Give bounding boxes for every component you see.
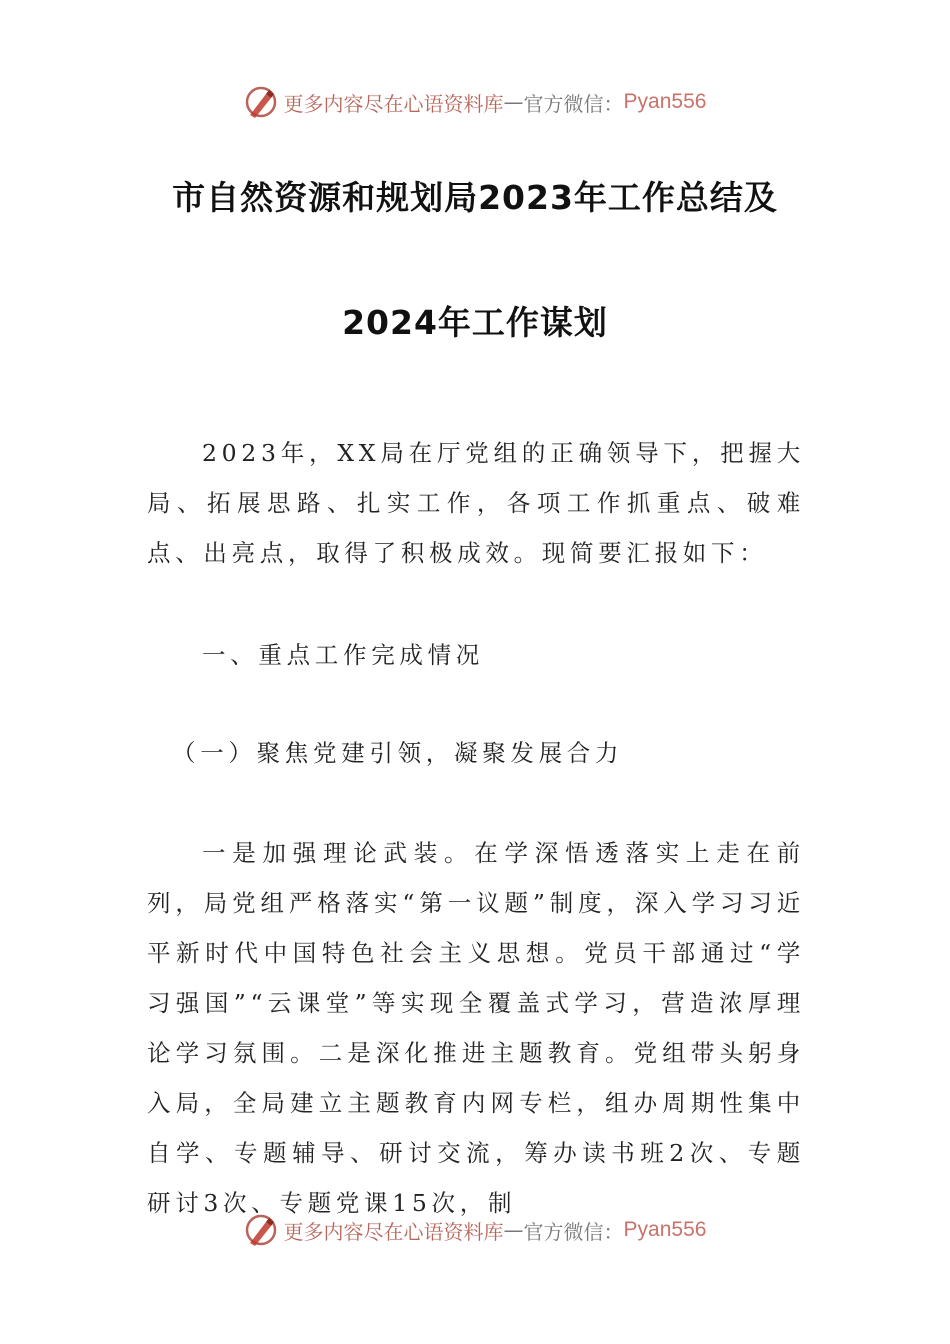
pen-nib-circle-icon (244, 85, 278, 119)
header-banner (0, 82, 950, 122)
banner-wechat-id: Pyan556 (623, 90, 707, 113)
document-title-line2: 2024年工作谋划 (342, 303, 608, 342)
footer-banner-wechat-id: Pyan556 (623, 1218, 707, 1241)
banner-text: 更多内容尽在心语资料库 (283, 91, 504, 116)
banner-dash: — (503, 90, 524, 114)
subsection-heading: （一）聚焦党建引领，凝聚发展合力 (172, 739, 624, 767)
pen-nib-circle-icon (244, 1213, 278, 1247)
banner-tail: 官方微信： (523, 91, 624, 116)
intro-paragraph: 2023年，XX局在厅党组的正确领导下，把握大局、拓展思路、扎实工作，各项工作抓重点、破难点、出亮点，取得了积极成效。现简要汇报如下： (147, 439, 805, 567)
section-heading: 一、重点工作完成情况 (202, 641, 484, 669)
body-paragraph: 一是加强理论武装。在学深悟透落实上走在前列，局党组严格落实“第一议题”制度，深入学习习近平新时代中国特色社会主义思想。党员干部通过“学习强国”“云课堂”等实现全覆盖式学习，营造浓厚理论学习氛围。二是深化推进主题教育。党组带头躬身入局，全局建立主题教育内网专栏，组办周期性集中自学、专题辅导、研讨交流，筹办读书班2次、专题研讨3次、专题党课15次，制 (147, 839, 805, 1217)
footer-banner-dash: — (503, 1218, 524, 1242)
footer-banner-tail: 官方微信： (523, 1219, 624, 1244)
footer-banner (0, 1210, 950, 1250)
document-title-line1: 市自然资源和规划局2023年工作总结及 (172, 178, 778, 217)
footer-banner-text: 更多内容尽在心语资料库 (283, 1219, 504, 1244)
